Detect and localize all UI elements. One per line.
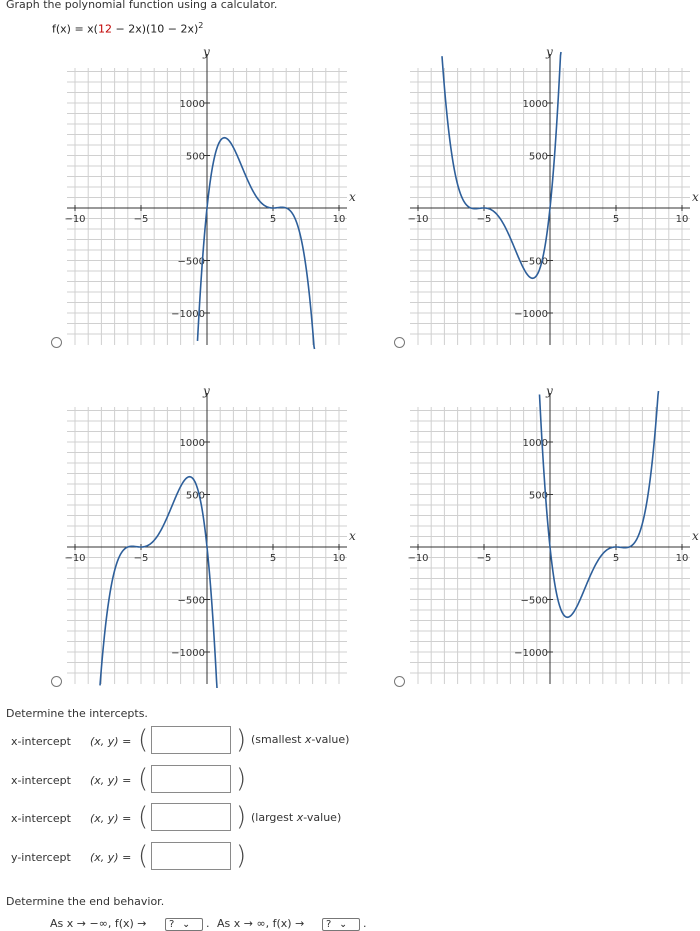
y-tick-label: −500 [177,256,205,268]
instruction-text: Graph the polynomial function using a calculator. [6,0,278,11]
end-behavior-heading: Determine the end behavior. [6,895,165,908]
smallest-note: (smallest x-value) [251,733,350,746]
x-intercept-largest-input[interactable] [151,803,231,831]
end-behavior-right-select[interactable]: ? ⌄ [322,918,360,931]
function-formula: $f(x) = x(12 - 2x)(10 - 2x)^2$ [52,21,204,36]
y-tick-label: 500 [528,490,548,502]
close-paren: ) [236,841,247,871]
graph-option-c[interactable] [57,379,357,689]
xy-label: (x, y) = [90,812,132,825]
graph-option-b[interactable] [400,40,700,350]
function-curve [540,391,659,617]
end-behavior-left-text: As x → −∞, f(x) → [50,917,147,930]
x-tick-label: −10 [64,553,86,564]
x-tick-label: 10 [675,553,689,564]
x-tick-label: 5 [269,214,277,225]
y-tick-label: 1000 [179,438,205,449]
x-tick-label: −10 [64,214,86,225]
y-tick-label: −1000 [171,309,205,320]
y-axis-label: y [203,45,210,59]
y-tick-label: −500 [520,256,548,268]
graph-option-a[interactable] [57,40,357,350]
end-behavior-left-select[interactable]: ? ⌄ [165,918,203,931]
graph-svg [400,379,700,689]
graph-svg [57,40,357,350]
x-tick-label: 10 [332,553,346,564]
y-intercept-input[interactable] [151,842,231,870]
chevron-down-icon: ⌄ [339,920,347,930]
x-tick-label: −10 [407,553,429,564]
x-intercept-middle-input[interactable] [151,765,231,793]
y-tick-label: −1000 [514,648,548,659]
x-axis-label: x [349,190,356,204]
open-paren: ( [138,764,149,794]
x-tick-label: −5 [476,214,492,225]
y-tick-label: 500 [528,151,548,163]
xy-label: (x, y) = [90,735,132,748]
y-tick-label: 500 [185,490,205,502]
y-tick-label: −500 [520,595,548,607]
x-tick-label: −5 [133,214,149,225]
x-axis-label: x [692,190,699,204]
xy-label: (x, y) = [90,851,132,864]
y-tick-label: −1000 [514,309,548,320]
x-tick-label: 5 [612,214,620,225]
y-tick-label: 1000 [179,99,205,110]
end-behavior-right-text: As x → ∞, f(x) → [217,917,305,930]
x-axis-label: x [692,529,699,543]
x-tick-label: −10 [407,214,429,225]
intercept-label: y-intercept [11,851,71,864]
graph-svg [57,379,357,689]
open-paren: ( [138,841,149,871]
intercept-label: x-intercept [11,812,71,825]
graph-svg [400,40,700,350]
y-axis-label: y [546,45,553,59]
graph-option-d[interactable] [400,379,700,689]
xy-label: (x, y) = [90,774,132,787]
open-paren: ( [138,802,149,832]
x-tick-label: 5 [269,553,277,564]
y-tick-label: 1000 [522,438,548,449]
end-behavior-separator: . [206,917,210,930]
y-tick-label: 500 [185,151,205,163]
x-tick-label: 10 [675,214,689,225]
end-behavior-end: . [363,917,367,930]
open-paren: ( [138,725,149,755]
intercept-label: x-intercept [11,774,71,787]
y-tick-label: −1000 [171,648,205,659]
chevron-down-icon: ⌄ [182,920,190,930]
x-tick-label: 10 [332,214,346,225]
intercept-label: x-intercept [11,735,71,748]
x-axis-label: x [349,529,356,543]
intercepts-heading: Determine the intercepts. [6,707,148,720]
close-paren: ) [236,802,247,832]
close-paren: ) [236,764,247,794]
y-axis-label: y [546,384,553,398]
y-tick-label: −500 [177,595,205,607]
x-tick-label: 5 [612,553,620,564]
x-tick-label: −5 [476,553,492,564]
x-tick-label: −5 [133,553,149,564]
y-axis-label: y [203,384,210,398]
function-curve [198,138,315,349]
close-paren: ) [236,725,247,755]
function-curve [442,52,561,278]
x-intercept-smallest-input[interactable] [151,726,231,754]
largest-note: (largest x-value) [251,811,342,824]
y-tick-label: 1000 [522,99,548,110]
